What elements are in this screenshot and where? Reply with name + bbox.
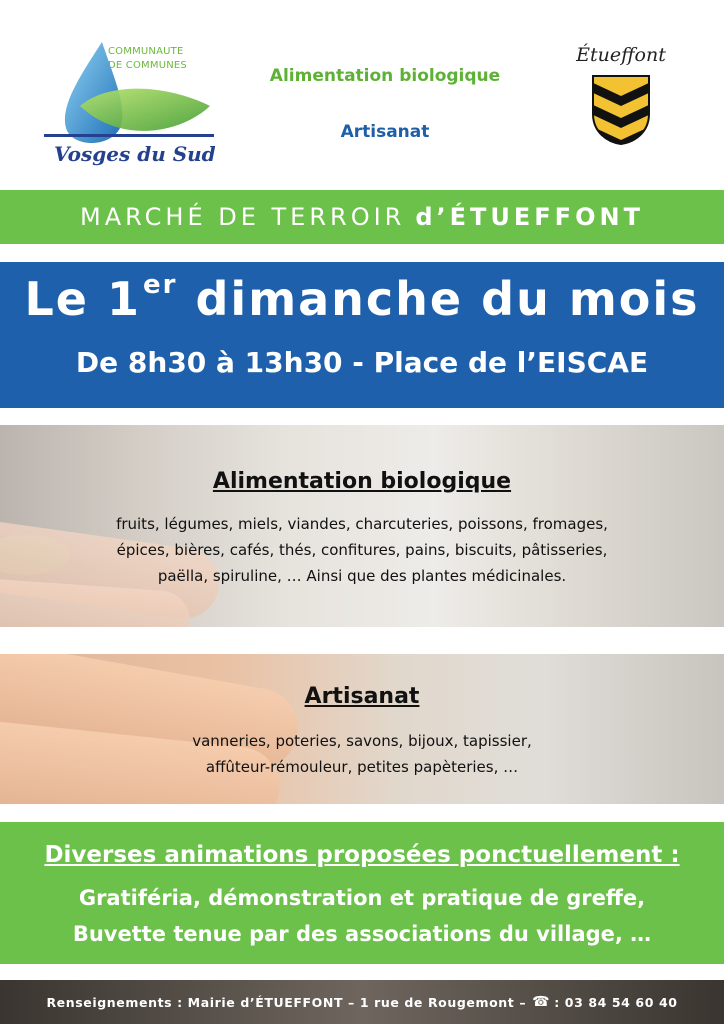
ccvs-logo xyxy=(40,36,220,176)
schedule-day-prefix: Le 1 xyxy=(24,272,142,326)
ccvs-logo-name: Vosges du Sud xyxy=(54,142,216,166)
town-logo-name: Étueffont xyxy=(576,44,666,66)
phone-icon: ☎ xyxy=(532,994,551,1010)
schedule-day xyxy=(0,272,724,326)
header xyxy=(0,0,724,190)
craft-line-1: vanneries, poteries, savons, bijoux, tapissier, xyxy=(192,732,532,750)
footer-contact xyxy=(0,980,724,1024)
food-section xyxy=(0,425,724,627)
ccvs-logo-line1: COMMUNAUTE xyxy=(108,46,184,57)
food-title: Alimentation biologique xyxy=(212,469,512,494)
market-banner xyxy=(0,190,724,244)
craft-title: Artisanat xyxy=(304,684,420,709)
animations-line-2: Buvette tenue par des associations du village, … xyxy=(72,922,652,946)
header-subtitle-food: Alimentation biologique xyxy=(269,66,501,86)
animations-line-1: Gratiféria, démonstration et pratique de greffe, xyxy=(78,886,646,910)
coat-of-arms-icon xyxy=(591,74,651,146)
craft-section xyxy=(0,654,724,804)
food-line-2: épices, bières, cafés, thés, confitures, pains, biscuits, pâtisseries, xyxy=(116,541,608,559)
town-logo xyxy=(566,44,676,154)
market-banner-town: d’ÉTUEFFONT xyxy=(415,203,644,231)
schedule-day-suffix: dimanche du mois xyxy=(177,272,700,326)
animations-title: Diverses animations proposées ponctuellement : xyxy=(44,842,680,868)
market-banner-prefix: MARCHÉ DE TERROIR xyxy=(80,203,406,231)
footer-text: Renseignements : Mairie d’ÉTUEFFONT – 1 rue de Rougemont – xyxy=(46,994,527,1010)
schedule-hours: De 8h30 à 13h30 - Place de l’EISCAE xyxy=(75,346,649,379)
animations-banner xyxy=(0,822,724,964)
footer-phone: : 03 84 54 60 40 xyxy=(554,994,678,1010)
craft-line-2: affûteur-rémouleur, petites papèteries, … xyxy=(205,758,519,776)
header-subtitle-craft: Artisanat xyxy=(340,122,430,142)
ccvs-logo-line2: DE COMMUNES xyxy=(108,60,187,71)
schedule-day-sup: er xyxy=(143,270,178,300)
schedule-banner xyxy=(0,262,724,408)
food-line-1: fruits, légumes, miels, viandes, charcuteries, poissons, fromages, xyxy=(116,515,608,533)
food-line-3: paëlla, spiruline, … Ainsi que des plantes médicinales. xyxy=(157,567,567,585)
